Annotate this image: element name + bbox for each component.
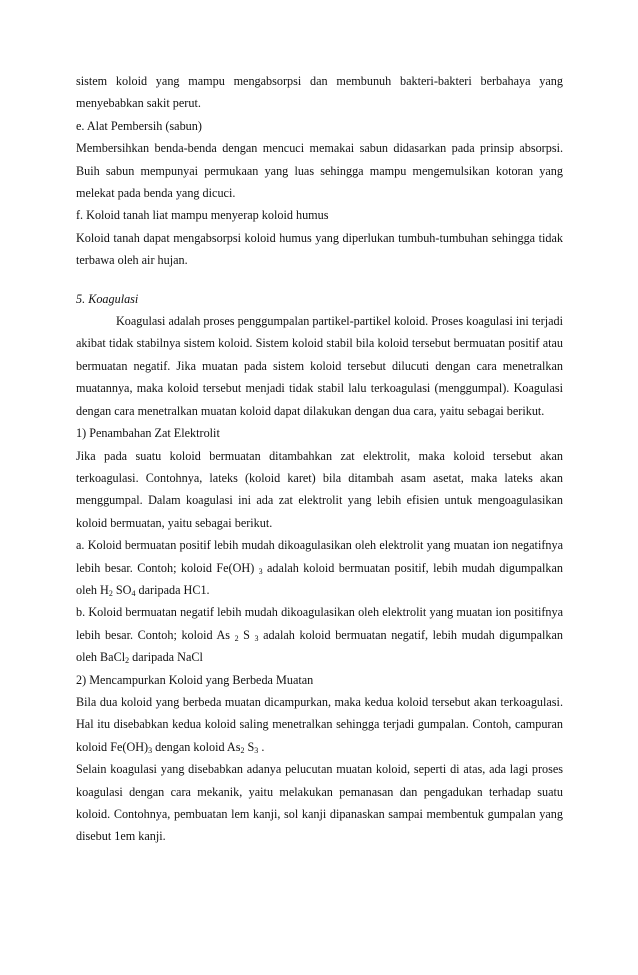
text-run: a. Koloid bermuatan positif lebih mudah dikoagulasikan oleh elektrolit yang muatan ion negatifnya lebih besar. Contoh; koloid Fe(OH) bbox=[76, 538, 563, 575]
text-run: 5. Koagulasi bbox=[76, 291, 139, 306]
subscript: 2 bbox=[240, 745, 245, 755]
subscript: 4 bbox=[131, 588, 136, 598]
text-run: daripada HC1. bbox=[135, 582, 210, 597]
paragraph bbox=[76, 227, 563, 272]
subscript: 2 bbox=[234, 633, 239, 643]
paragraph bbox=[76, 758, 563, 848]
text-run: Koloid tanah dapat mengabsorpsi koloid humus yang diperlukan tumbuh-tumbuhan sehingga tidak terbawa oleh air hujan. bbox=[76, 230, 563, 268]
text-run: adalah koloid bermuatan positif, lebih mudah digumpalkan oleh H bbox=[76, 560, 564, 597]
text-run: 1) Penambahan Zat Elektrolit bbox=[76, 426, 220, 441]
subscript: 3 bbox=[254, 633, 259, 643]
text-run: f. Koloid tanah liat mampu menyerap koloid humus bbox=[76, 208, 329, 223]
paragraph bbox=[76, 445, 563, 535]
paragraph bbox=[76, 534, 563, 601]
paragraph bbox=[76, 137, 563, 204]
text-run: . bbox=[258, 739, 265, 754]
paragraph bbox=[76, 601, 563, 668]
subscript: 3 bbox=[148, 745, 153, 755]
paragraph bbox=[76, 70, 563, 115]
subscript: 2 bbox=[108, 588, 113, 598]
paragraph bbox=[76, 204, 563, 226]
paragraph bbox=[76, 115, 563, 137]
subscript: 3 bbox=[254, 745, 259, 755]
paragraph bbox=[76, 669, 563, 691]
text-run: SO bbox=[112, 582, 132, 597]
text-run: 2) Mencampurkan Koloid yang Berbeda Muatan bbox=[76, 672, 314, 687]
text-run: S bbox=[244, 739, 255, 754]
paragraph bbox=[76, 310, 563, 422]
text-run: Koagulasi adalah proses penggumpalan partikel-partikel koloid. Proses koagulasi ini terjadi akibat tidak stabilnya sistem koloid. Sistem koloid stabil bila koloid tersebut bermuatan positif atau bermuatan negatif. Jika muatan pada sistem koloid tersebut dilucuti dengan cara menetralkan muatannya, maka koloid tersebut menjadi tidak stabil lalu terkoagulasi (menggumpal). Koagulasi dengan cara menetralkan muatan koloid dapat dilakukan dengan dua cara, yaitu sebagai berikut. bbox=[76, 314, 563, 418]
text-run: sistem koloid yang mampu mengabsorpsi dan membunuh bakteri-bakteri berbahaya yang menyebabkan sakit perut. bbox=[76, 74, 563, 111]
text-run: Membersihkan benda-benda dengan mencuci memakai sabun didasarkan pada prinsip absorpsi. Buih sabun mempunyai permukaan yang luas sehingga mampu mengemulsikan kotoran yang melekat pada benda yang dicuci. bbox=[76, 141, 563, 201]
text-run: S bbox=[238, 627, 255, 642]
paragraph bbox=[76, 691, 563, 758]
text-run: e. Alat Pembersih (sabun) bbox=[76, 118, 202, 133]
text-run: b. Koloid bermuatan negatif lebih mudah dikoagulasikan oleh elektrolit yang muatan ion positifnya lebih besar. Contoh; koloid As bbox=[76, 605, 563, 642]
subscript: 2 bbox=[125, 656, 130, 666]
text-run: adalah koloid bermuatan negatif, lebih mudah digumpalkan oleh BaCl bbox=[76, 627, 563, 665]
paragraph bbox=[76, 288, 563, 310]
document-body bbox=[76, 70, 563, 848]
text-run: daripada NaCl bbox=[129, 650, 203, 665]
text-run: Bila dua koloid yang berbeda muatan dicampurkan, maka kedua koloid tersebut akan terkoagulasi. Hal itu disebabkan kedua koloid saling menetralkan sehingga terjadi gumpalan. Contoh, campuran koloid Fe(OH) bbox=[76, 694, 563, 754]
subscript: 3 bbox=[258, 566, 263, 576]
text-run: dengan koloid As bbox=[152, 739, 241, 754]
text-run: Jika pada suatu koloid bermuatan ditambahkan zat elektrolit, maka koloid tersebut akan terkoagulasi. Contohnya, lateks (koloid karet) bila ditambah asam asetat, maka lateks akan menggumpal. Dalam koagulasi ini ada zat elektrolit yang lebih efisien untuk mengoagulasikan koloid bermuatan, yaitu sebagai berikut. bbox=[76, 448, 563, 530]
paragraph bbox=[76, 422, 563, 444]
text-run: Selain koagulasi yang disebabkan adanya pelucutan muatan koloid, seperti di atas, ada lagi proses koagulasi dengan cara mekanik, yaitu melakukan pemanasan dan pengadukan terhadap suatu koloid. Contohnya, pembuatan lem kanji, sol kanji dipanaskan sampai membentuk gumpalan yang disebut 1em kanji. bbox=[76, 762, 563, 844]
paragraph-gap bbox=[76, 272, 563, 288]
